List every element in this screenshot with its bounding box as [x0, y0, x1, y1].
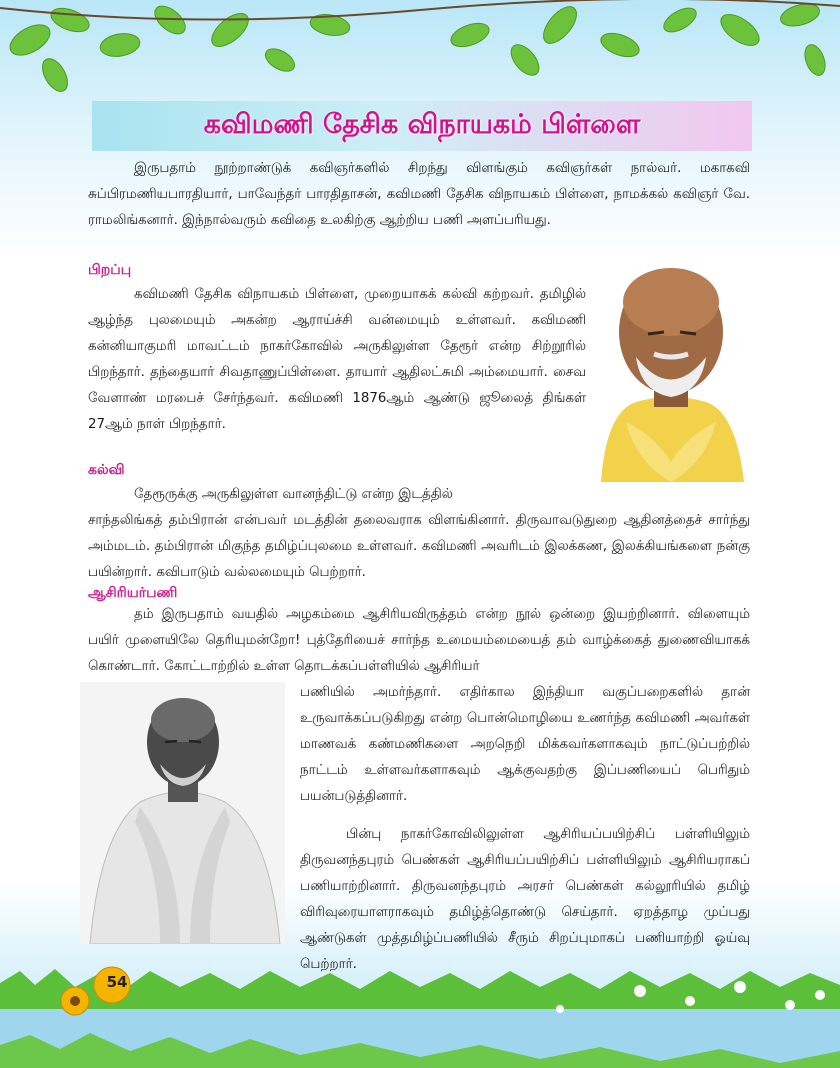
teaching-text-2: பணியில் அமர்ந்தார். எதிர்கால இந்தியா வகுப்பறைகளில் தான் உருவாக்கப்படுகிறது என்ற பொன்மொழியை உணர்ந்த கவிமணி அவர்கள் மாணவக் கண்மணிகளை அறநெறி மிக்கவர்களாகவும் நாட்டுப்பற்றில் நாட்டம் உள்ளவர்களாகவும் ஆக்குவதற்கு இப்பணியைப் பெரிதும் பயன்படுத்தினார். [300, 685, 750, 804]
teaching-text-1: தம் இருபதாம் வயதில் அழகம்மை ஆசிரியவிருத்தம் என்ற நூல் ஒன்றை இயற்றினார். விளையும் பயிர் முளையிலே தெரியுமன்றோ! புத்தேரியைச் சார்ந்த உமையம்மையைத் தம் வாழ்க்கைத் துணைவியாகக் கொண்டார். கோட்டாற்றில் உள்ள தொடக்கப்பள்ளியில் ஆசிரியர் [88, 607, 750, 674]
birth-heading: பிறப்பு [88, 262, 132, 278]
portrait-kavimani-bw [80, 682, 285, 944]
education-heading: கல்வி [88, 462, 125, 478]
education-text: சாந்தலிங்கத் தம்பிரான் என்பவர் மடத்தின் தலைவராக விளங்கினார். திருவாவடுதுறை ஆதினத்தைச் சார்ந்து அம்மடம். தம்பிரான் மிகுந்த தமிழ்ப்புலமை உள்ளவர். கவிமணி அவரிடம் இலக்கண, இலக்கியங்களை நன்கு பயின்றார். கவிபாடும் வல்லமையும் பெற்றார். [88, 513, 750, 580]
teaching-text-3: பின்பு நாகர்கோவிலிலுள்ள ஆசிரியப்பயிற்சிப் பள்ளியிலும் திருவனந்தபுரம் பெண்கள் ஆசிரியப்பயிற்சிப் பள்ளியிலும் ஆசிரியராகப் பணியாற்றினார். திருவனந்தபுரம் அரசர் பெண்கள் கல்லூரியில் தமிழ் விரிவுரையாளராகவும் தமிழ்த்தொண்டு செய்தார். ஏறத்தாழ முப்பது ஆண்டுகள் முத்தமிழ்ப்பணியில் சீரும் சிறப்புமாகப் பணியாற்றி ஓய்வு பெற்றார். [300, 827, 750, 972]
page-number: 54 [106, 973, 128, 991]
education-paragraph [88, 508, 750, 586]
teaching-paragraph-2 [300, 680, 750, 810]
education-first-line [88, 482, 586, 508]
portrait-kavimani-color [596, 262, 746, 482]
teaching-heading: ஆசிரியர்பணி [88, 585, 178, 601]
leaves-decoration [0, 0, 840, 110]
intro-text: இருபதாம் நூற்றாண்டுக் கவிஞர்களில் சிறந்து விளங்கும் கவிஞர்கள் நால்வர். மகாகவி சுப்பிரமணியபாரதியார், பாவேந்தர் பாரதிதாசன், கவிமணி தேசிக விநாயகம் பிள்ளை, நாமக்கல் கவிஞர் வே. ராமலிங்கனார். இந்நால்வரும் கவிதை உலகிற்கு ஆற்றிய பணி அளப்பரியது. [88, 161, 750, 228]
intro-paragraph [88, 156, 750, 234]
title-banner [92, 101, 752, 151]
teaching-paragraph-3 [300, 822, 750, 978]
education-line1: தேரூருக்கு அருகிலுள்ள வானந்திட்டு என்ற இடத்தில் [134, 487, 453, 502]
teaching-paragraph-1 [88, 602, 750, 680]
birth-text: கவிமணி தேசிக விநாயகம் பிள்ளை, முறையாகக் கல்வி கற்றவர். தமிழில் ஆழ்ந்த புலமையும் அகன்ற ஆராய்ச்சி வன்மையும் உள்ளவர். கவிமணி கன்னியாகுமரி மாவட்டம் நாகர்கோவில் அருகிலுள்ள தேரூர் என்ற சிற்றூரில் பிறந்தார். தந்தையார் சிவதாணுப்பிள்ளை. தாயார் ஆதிலட்சுமி அம்மையார். சைவ வேளாண் மரபைச் சேர்ந்தவர். கவிமணி 1876ஆம் ஆண்டு ஜூலைத் திங்கள் 27ஆம் நாள் பிறந்தார். [88, 287, 586, 432]
page-title: கவிமணி தேசிக விநாயகம் பிள்ளை [203, 108, 641, 140]
birth-paragraph [88, 282, 586, 438]
